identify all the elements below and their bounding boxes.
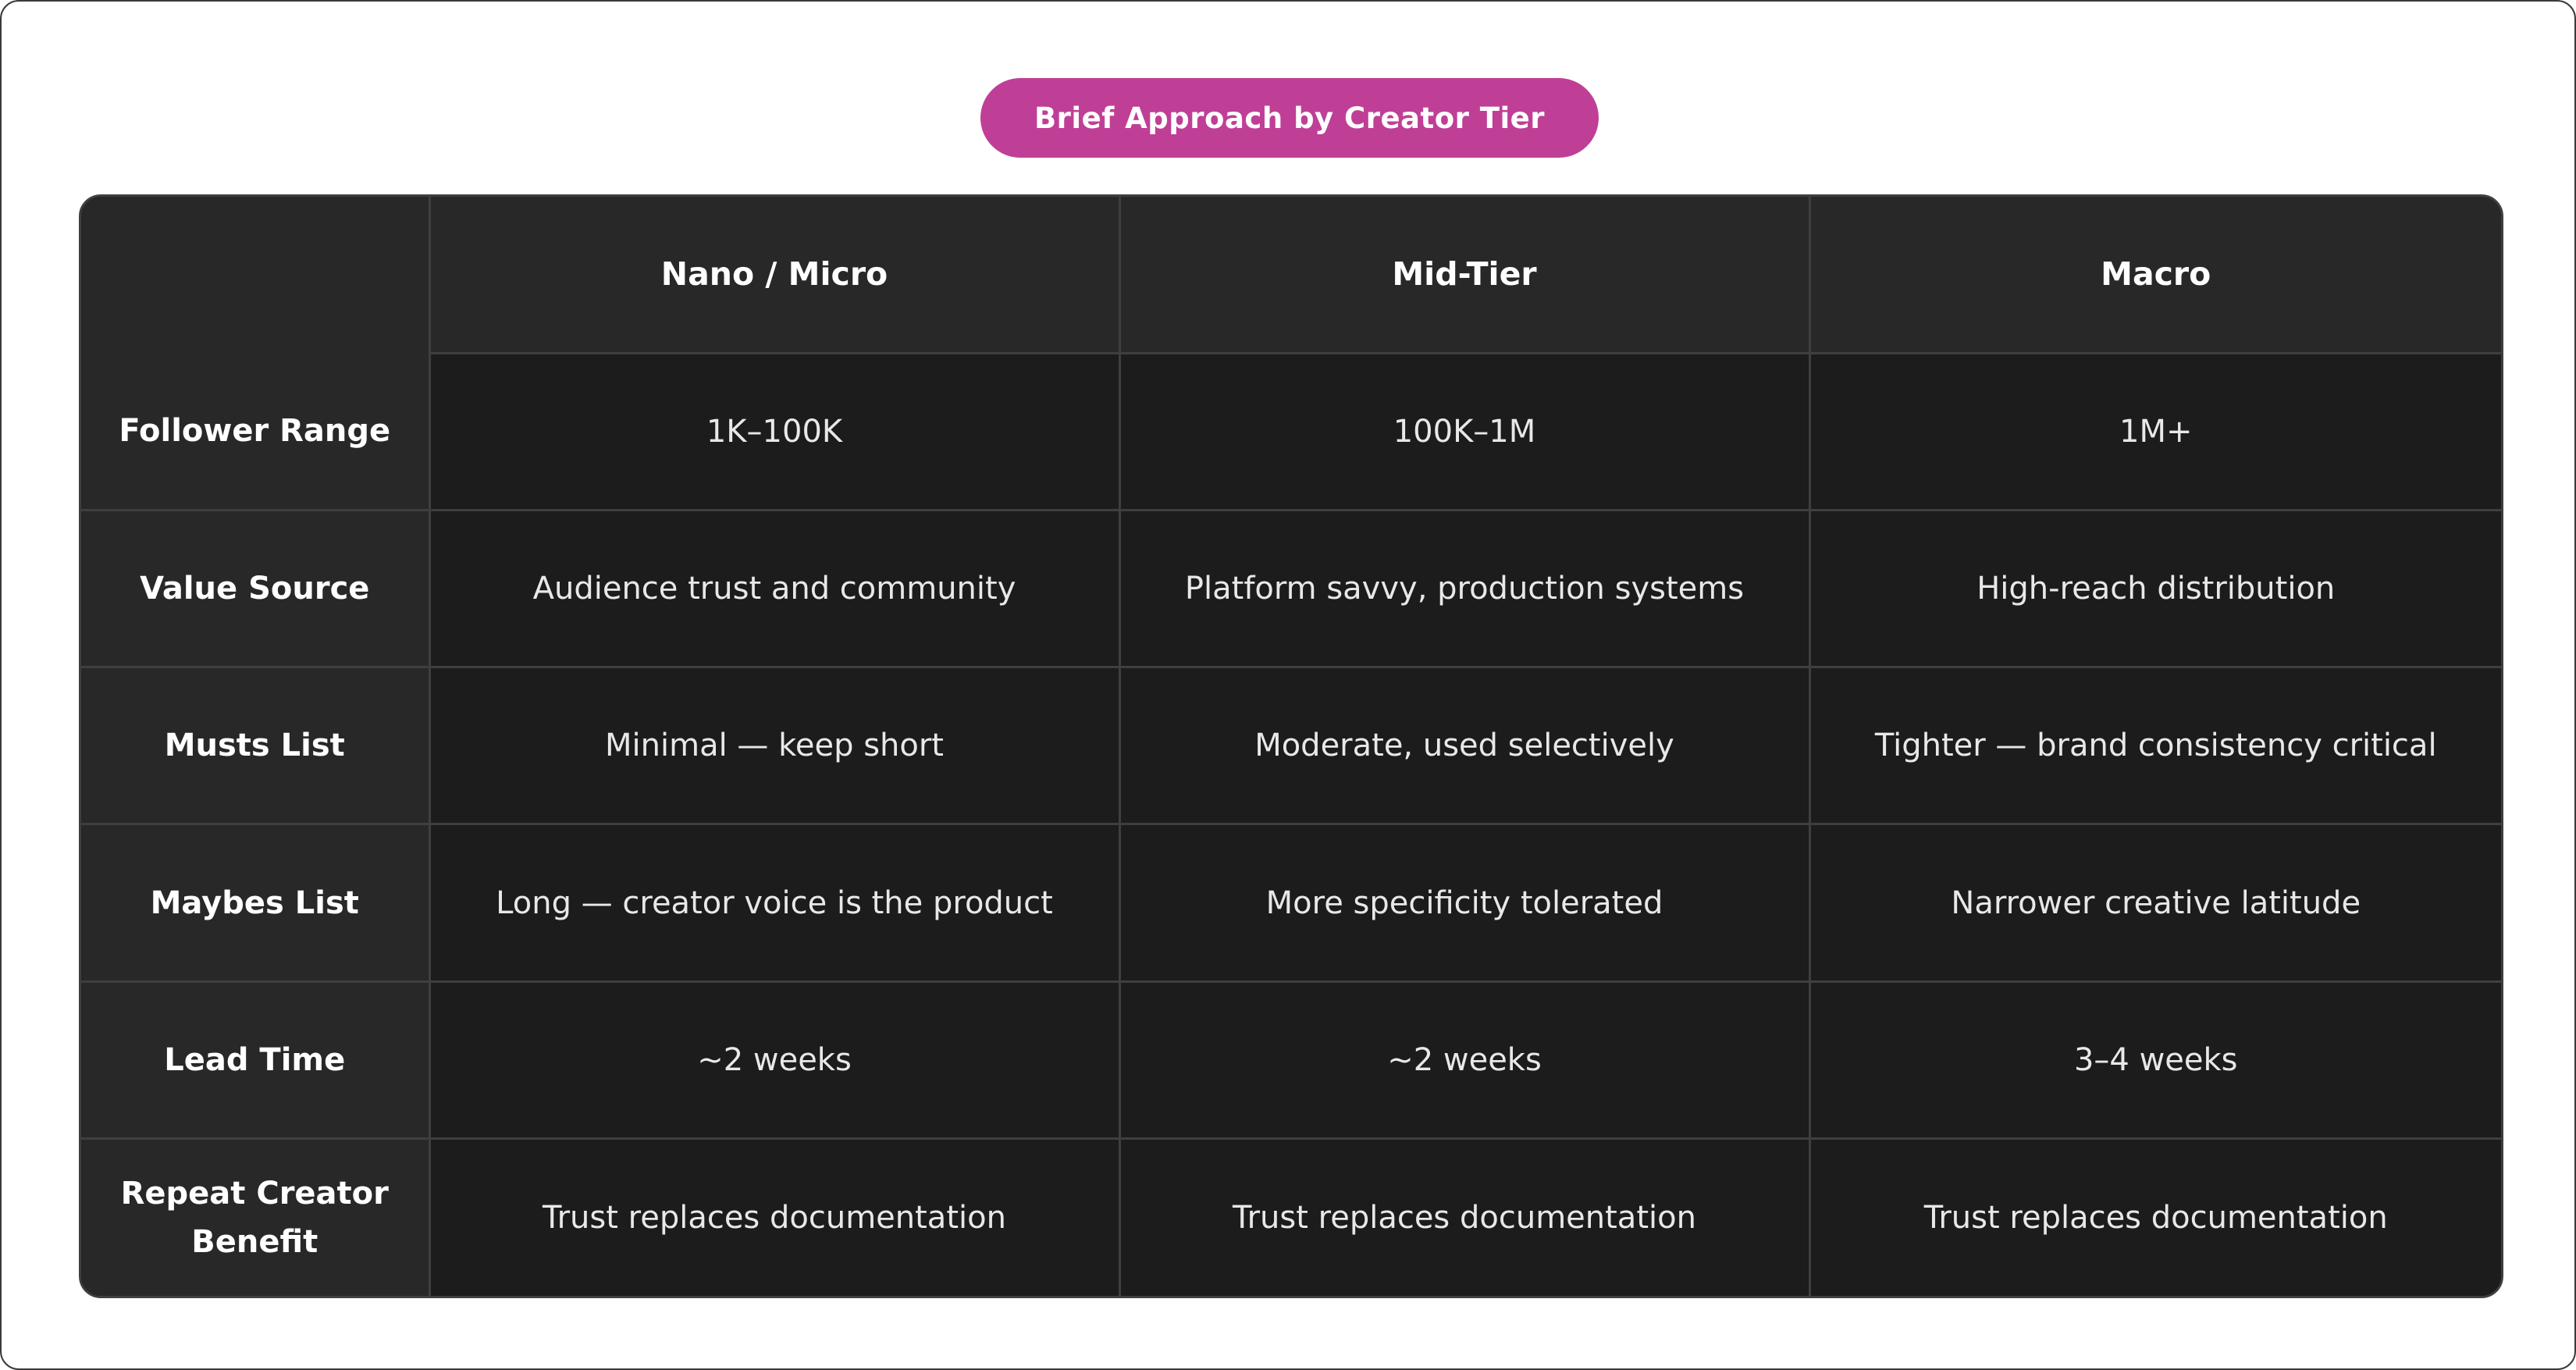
row-label-lead-time: Lead Time — [81, 981, 429, 1138]
table-header-row — [81, 197, 2501, 353]
column-header-nano-micro: Nano / Micro — [429, 197, 1119, 353]
row-label-repeat-creator-benefit: Repeat Creator Benefit — [81, 1139, 429, 1296]
table-cell: ~2 weeks — [1119, 981, 1809, 1138]
header-corner-cell — [81, 197, 429, 353]
table-row — [81, 824, 2501, 981]
table-cell: Narrower creative latitude — [1809, 824, 2501, 981]
table-cell: Audience trust and community — [429, 510, 1119, 667]
table-cell: High-reach distribution — [1809, 510, 2501, 667]
table-cell: Trust replaces documentation — [429, 1139, 1119, 1296]
title-badge: Brief Approach by Creator Tier — [980, 78, 1599, 158]
table-row — [81, 353, 2501, 510]
table-cell: 1M+ — [1809, 353, 2501, 510]
row-label-value-source: Value Source — [81, 510, 429, 667]
tier-table — [81, 197, 2501, 1296]
table-cell: Long — creator voice is the product — [429, 824, 1119, 981]
table-cell: Moderate, used selectively — [1119, 667, 1809, 824]
table-row — [81, 667, 2501, 824]
table-cell: More specificity tolerated — [1119, 824, 1809, 981]
row-label-musts-list: Musts List — [81, 667, 429, 824]
table-cell: 1K–100K — [429, 353, 1119, 510]
table-cell: 100K–1M — [1119, 353, 1809, 510]
comparison-table — [79, 194, 2503, 1298]
column-header-mid-tier: Mid-Tier — [1119, 197, 1809, 353]
table-cell: ~2 weeks — [429, 981, 1119, 1138]
row-label-maybes-list: Maybes List — [81, 824, 429, 981]
table-cell: 3–4 weeks — [1809, 981, 2501, 1138]
row-label-follower-range: Follower Range — [81, 353, 429, 510]
table-cell: Minimal — keep short — [429, 667, 1119, 824]
table-cell: Tighter — brand consistency critical — [1809, 667, 2501, 824]
column-header-macro: Macro — [1809, 197, 2501, 353]
table-cell: Trust replaces documentation — [1809, 1139, 2501, 1296]
table-row — [81, 981, 2501, 1138]
table-cell: Platform savvy, production systems — [1119, 510, 1809, 667]
table-row — [81, 1139, 2501, 1296]
table-cell: Trust replaces documentation — [1119, 1139, 1809, 1296]
table-row — [81, 510, 2501, 667]
